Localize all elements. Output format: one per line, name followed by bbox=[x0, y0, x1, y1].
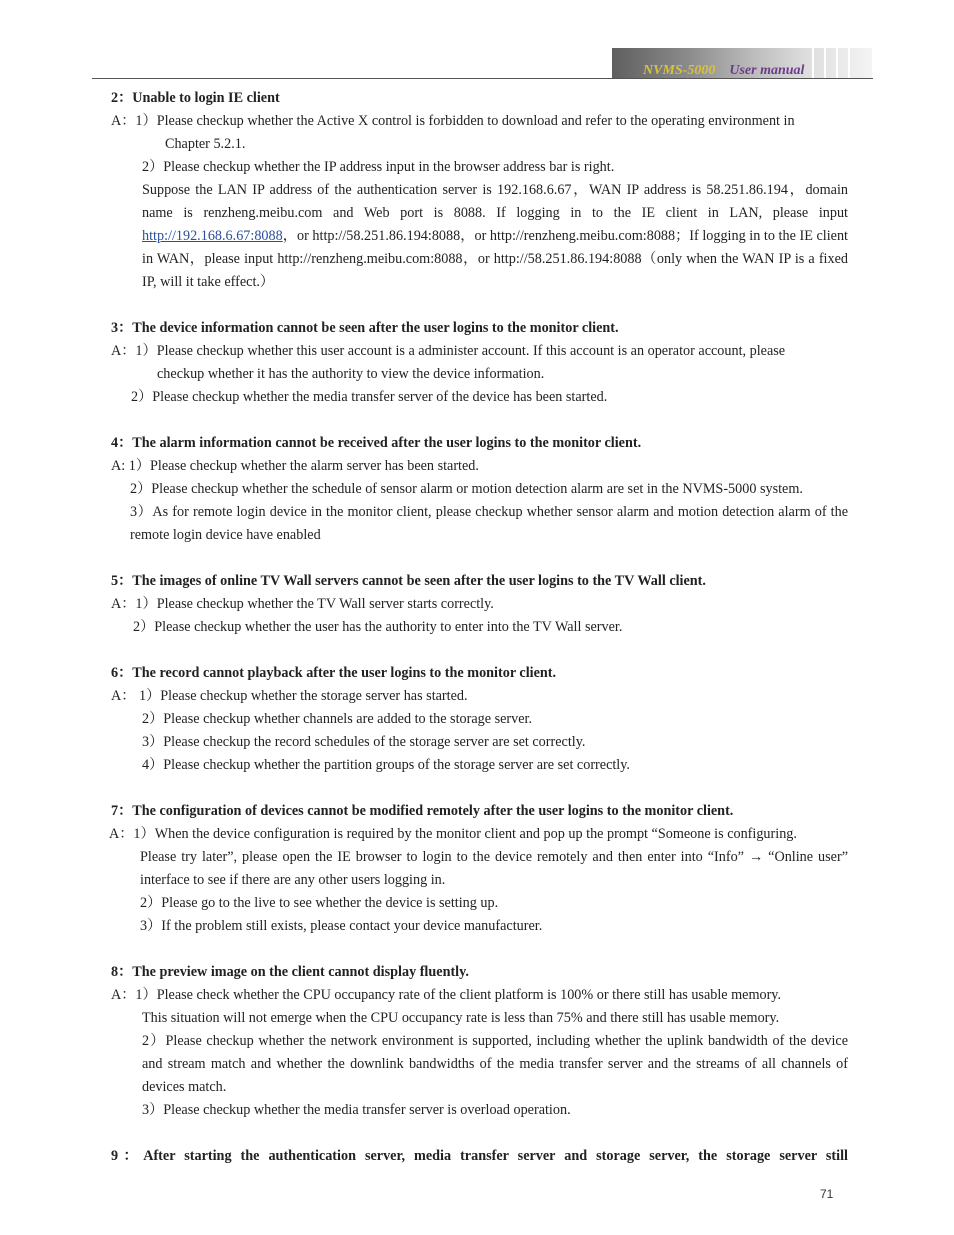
paragraph: A： 1）Please checkup whether the storage server has started. bbox=[111, 688, 468, 704]
paragraph: 2）Please checkup whether channels are added to the storage server. bbox=[142, 711, 532, 727]
paragraph bbox=[142, 179, 848, 294]
paragraph: 2）Please checkup whether the media transfer server of the device has been started. bbox=[131, 389, 608, 405]
lan-url-link[interactable]: http://192.168.6.67:8088 bbox=[142, 228, 283, 244]
section-9-heading: 9：After starting the authentication server, media transfer server and storage server, the storage server still bbox=[111, 1148, 848, 1164]
paragraph: 3）If the problem still exists, please contact your device manufacturer. bbox=[140, 918, 543, 934]
paragraph: 2）Please checkup whether the schedule of sensor alarm or motion detection alarm are set in the NVMS-5000 system. bbox=[130, 481, 803, 497]
paragraph: 2）Please checkup whether the network environment is supported, including whether the uplink bandwidth of the device and stream match and whether the downlink bandwidths of the media transfer server and the streams of all channels of devices match. bbox=[142, 1033, 848, 1095]
paragraph: Chapter 5.2.1. bbox=[165, 136, 246, 152]
page-number: 71 bbox=[820, 1187, 834, 1201]
paragraph: 3）Please checkup whether the media transfer server is overload operation. bbox=[142, 1102, 571, 1118]
paragraph: 2）Please checkup whether the user has the authority to enter into the TV Wall server. bbox=[133, 619, 623, 635]
paragraph: A：1）Please check whether the CPU occupancy rate of the client platform is 100% or there still has usable memory. bbox=[111, 987, 782, 1003]
header-manual: User manual bbox=[729, 63, 805, 78]
paragraph: A：1）Please checkup whether the TV Wall server starts correctly. bbox=[111, 596, 494, 612]
header-rule bbox=[92, 78, 873, 79]
section-7-heading: 7：The configuration of devices cannot be modified remotely after the user logins to the monitor client. bbox=[111, 803, 734, 819]
header-band-divider bbox=[824, 48, 826, 79]
header-model: NVMS-5000 bbox=[643, 63, 716, 78]
paragraph: 4）Please checkup whether the partition groups of the storage server are set correctly. bbox=[142, 757, 630, 773]
section-6-heading: 6：The record cannot playback after the user logins to the monitor client. bbox=[111, 665, 557, 681]
header-band-divider bbox=[836, 48, 838, 79]
paragraph-text: ，or http://58.251.86.194:8088，or http://renzheng.meibu.com:8088；If logging in to the IE client in WAN，please input http://renzheng.meibu.com:8088，or http://58.251.86.194:8088（only when the WAN IP is a fixed IP, will it take effect.） bbox=[142, 228, 848, 290]
paragraph: 3）As for remote login device in the monitor client, please checkup whether sensor alarm and motion detection alarm of the remote login device have enabled bbox=[130, 504, 848, 543]
section-8-heading: 8：The preview image on the client cannot display fluently. bbox=[111, 964, 469, 980]
section-5-heading: 5：The images of online TV Wall servers cannot be seen after the user logins to the TV Wall client. bbox=[111, 573, 706, 589]
document-body bbox=[111, 87, 848, 1168]
header-band-divider bbox=[812, 48, 814, 79]
paragraph: A: 1）Please checkup whether the alarm server has been started. bbox=[111, 458, 479, 474]
section-4-heading: 4：The alarm information cannot be received after the user logins to the monitor client. bbox=[111, 435, 642, 451]
paragraph: checkup whether it has the authority to view the device information. bbox=[157, 366, 545, 382]
paragraph: 3）Please checkup the record schedules of the storage server are set correctly. bbox=[142, 734, 586, 750]
paragraph: A：1）Please checkup whether the Active X control is forbidden to download and refer to the operating environment in bbox=[111, 113, 795, 129]
header-band-divider bbox=[848, 48, 850, 79]
paragraph: A：1）When the device configuration is required by the monitor client and pop up the prompt “Someone is configuring. bbox=[109, 826, 797, 842]
paragraph: 2）Please go to the live to see whether the device is setting up. bbox=[140, 895, 499, 911]
paragraph: 2）Please checkup whether the IP address input in the browser address bar is right. bbox=[142, 159, 615, 175]
paragraph-text: Suppose the LAN IP address of the authentication server is 192.168.6.67，WAN IP address is 58.251.86.194，domain name is renzheng.meibu.com and Web port is 8088. If logging in to the IE client in LAN, please input bbox=[142, 182, 848, 221]
paragraph: Please try later”, please open the IE browser to login to the device remotely and then enter into “Info” → “Online user” interface to see if there are any other users logging in. bbox=[140, 849, 848, 888]
paragraph: This situation will not emerge when the CPU occupancy rate is less than 75% and there still has usable memory. bbox=[142, 1010, 780, 1026]
header-title bbox=[643, 63, 804, 79]
section-2-heading: 2：Unable to login IE client bbox=[111, 90, 280, 106]
section-3-heading: 3：The device information cannot be seen after the user logins to the monitor client. bbox=[111, 320, 619, 336]
paragraph: A：1）Please checkup whether this user account is a administer account. If this account is an operator account, please bbox=[111, 343, 786, 359]
